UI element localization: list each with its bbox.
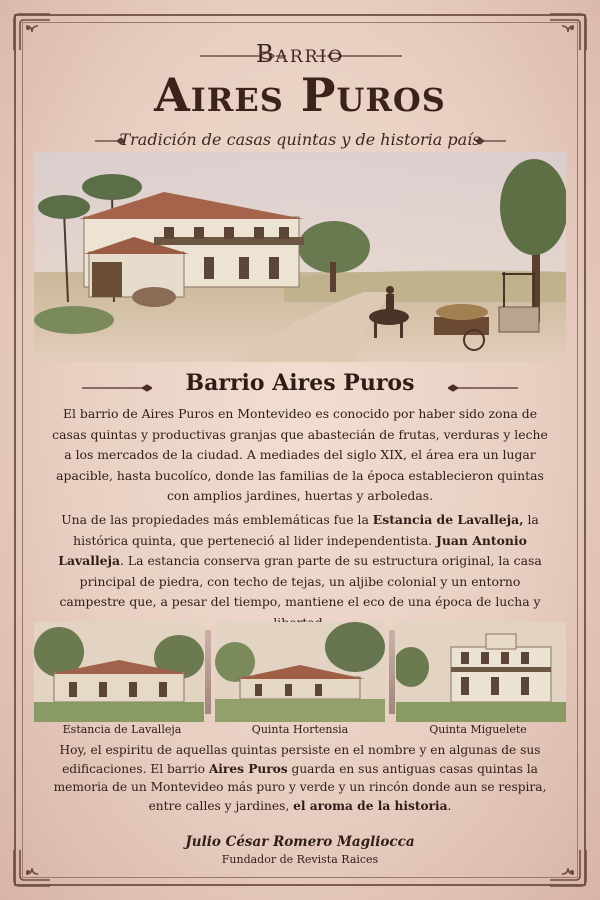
aroma-phrase: el aroma de la historia <box>293 798 448 813</box>
paragraph-today-text: guarda en sus antiguas casas quintas la memoria de un Montevideo más puro y verde y un rincón donde aun se respira, entre calles y jardines, <box>53 761 547 813</box>
paragraph-estancia-text: la histórica quinta, que perteneció al lider independentista. <box>73 512 539 548</box>
gallery-image-hortensia <box>215 622 385 722</box>
hero-illustration <box>34 152 566 362</box>
caption-miguelete: Quinta Miguelete <box>429 723 527 736</box>
paragraph-today-text: . <box>447 798 452 813</box>
title-barrio: Barrio <box>255 40 345 68</box>
caption-estancia: Estancia de Lavalleja <box>62 723 182 736</box>
gallery-image-miguelete <box>396 622 566 722</box>
section-title: Barrio Aires Puros <box>185 370 415 396</box>
lavalleja-name: Juan Antonio Lavalleja <box>58 532 527 568</box>
paragraph-history: El barrio de Aires Puros en Montevideo es conocido por haber sido zona de casas quintas y productivas granjas que abastecián de frutas, verduras y leche a los mercados de la ciudad. A mediades del siglo XIX, el área era un lugar apacible, hasta bucolíco, donde las familias de la época establecieron quintas con amplios jardines, huertas y arboledas. <box>52 406 548 503</box>
gallery <box>34 622 566 722</box>
paragraph-estancia-text: . La estancia conserva gran parte de su estructura original, la casa principal de piedra, con techo de tejas, un aljibe colonial y un entorno campestre que, a pesar del tiempo, mantiene el eco de una época de lucha y <box>59 553 542 609</box>
author-name: Julio César Romero Magliocca <box>185 834 415 850</box>
subtitle: Tradición de casas quintas y de historia país <box>119 130 481 149</box>
title-aires-puros: Aires Puros <box>154 68 446 122</box>
gallery-image-estancia <box>34 622 204 722</box>
paragraph-estancia-text: Una de las propiedades más emblemáticas fue la <box>61 512 373 527</box>
author-role: Fundador de Revista Raices <box>221 853 379 866</box>
aires-puros-name: Aires Puros <box>208 761 288 776</box>
gallery-divider <box>205 630 211 714</box>
paragraph-estancia <box>48 510 552 633</box>
gallery-divider <box>389 630 395 714</box>
caption-hortensia: Quinta Hortensia <box>251 723 349 736</box>
paragraph-today-text: Hoy, el espiritu de aquellas quintas persiste en el nombre y en algunas de sus edificaciones. El barrio <box>59 743 541 776</box>
estancia-name: Estancia de Lavalleja, <box>372 512 524 527</box>
paragraph-today <box>48 741 552 815</box>
